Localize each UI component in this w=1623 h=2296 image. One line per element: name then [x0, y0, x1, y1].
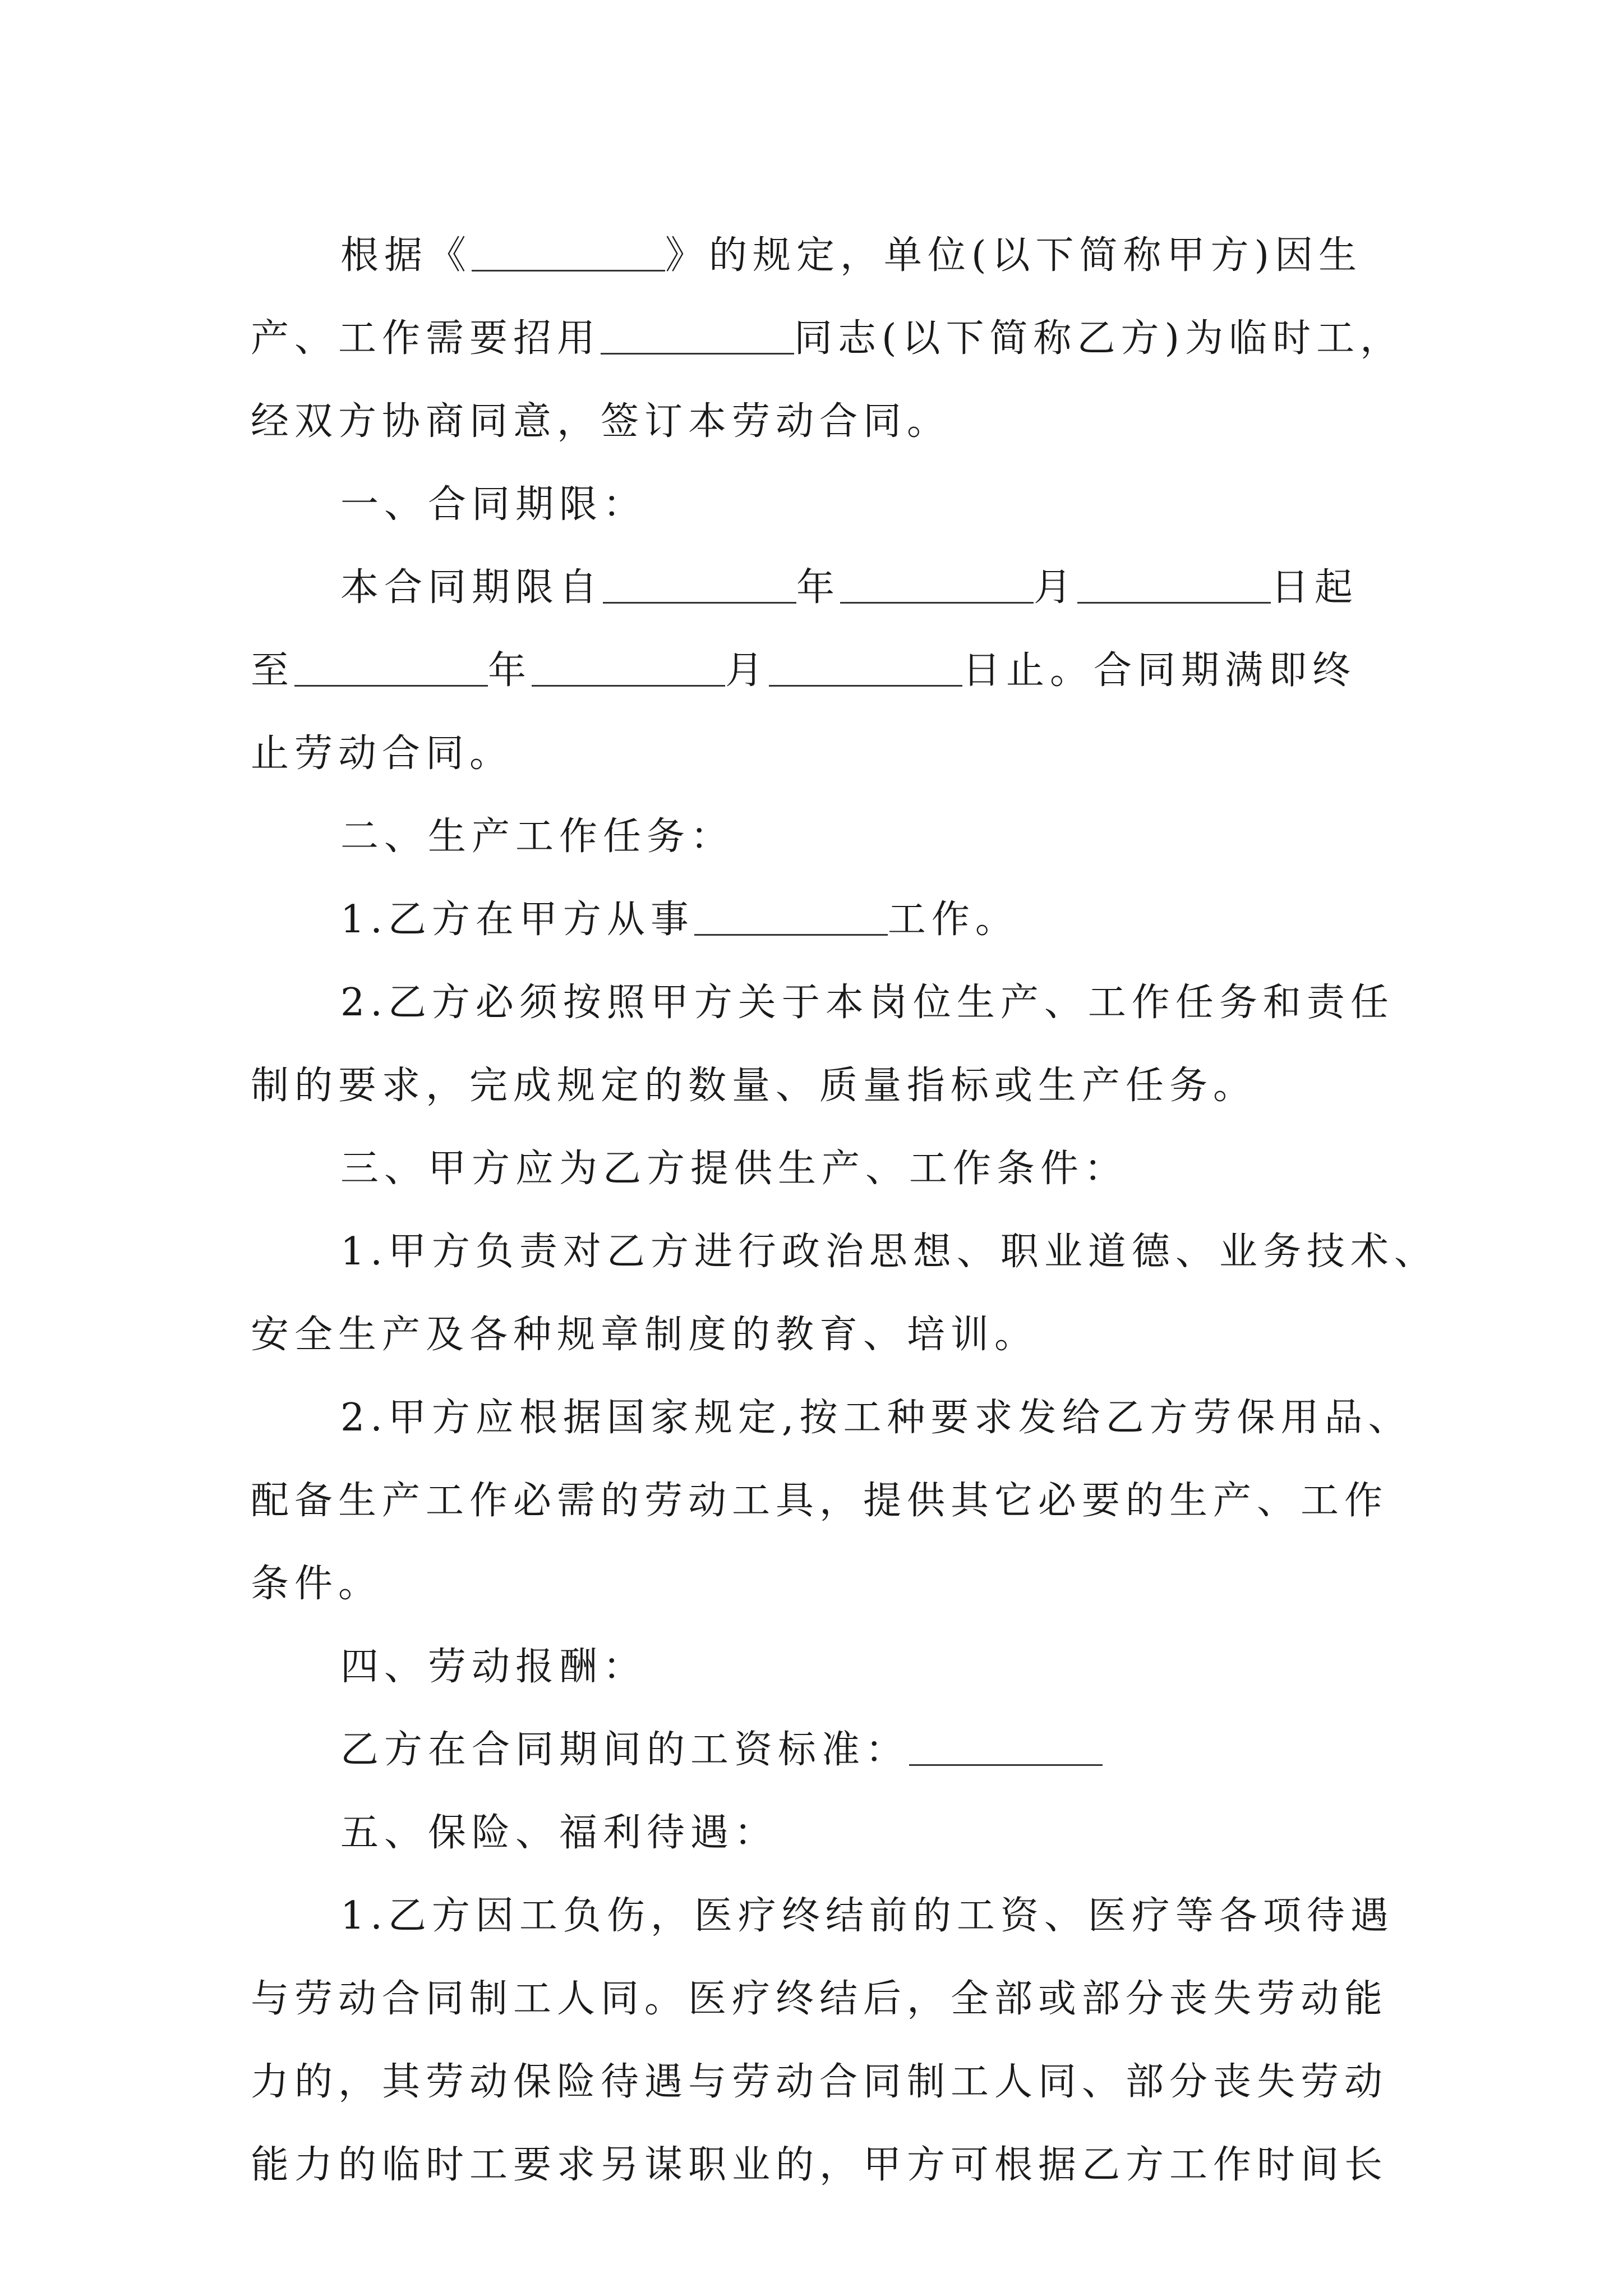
text-segment: 日起	[1271, 565, 1359, 610]
paragraph-line	[251, 1709, 1395, 1792]
paragraph-line: 止劳动合同。	[251, 731, 514, 776]
paragraph-line: 制的要求，完成规定的数量、质量指标或生产任务。	[251, 1064, 1257, 1108]
section-title: 五、保险、福利待遇：	[340, 1811, 778, 1855]
paragraph-line: 配备生产工作必需的劳动工具，提供其它必要的生产、工作	[251, 1479, 1389, 1523]
fill-blank-employee-name[interactable]	[601, 353, 794, 355]
paragraph-line	[251, 878, 1395, 961]
text-segment: 1.乙方在甲方从事	[340, 898, 694, 942]
paragraph-line: 2.乙方必须按照甲方关于本岗位生产、工作任务和责任	[340, 981, 1394, 1025]
text-segment: 产、工作需要招用	[251, 316, 601, 361]
text-segment: 本合同期限自	[340, 565, 603, 610]
fill-blank-start-year[interactable]	[603, 602, 796, 604]
paragraph-line: 与劳动合同制工人同。医疗终结后，全部或部分丧失劳动能	[251, 1977, 1389, 2021]
paragraph-line	[251, 629, 1395, 712]
paragraph-line: 能力的临时工要求另谋职业的，甲方可根据乙方工作时间长	[251, 2143, 1389, 2187]
text-segment: 工作。	[887, 898, 1019, 942]
paragraph-line: 条件。	[251, 1562, 382, 1606]
paragraph-line: 2.甲方应根据国家规定,按工种要求发给乙方劳保用品、	[340, 1396, 1412, 1440]
section-title: 一、合同期限：	[340, 482, 647, 527]
text-segment: 至	[251, 648, 295, 693]
text-segment: 乙方在合同期间的工资标准：	[340, 1728, 910, 1772]
text-segment: 年	[488, 648, 532, 693]
text-segment: 日止。合同期满即终	[962, 648, 1357, 693]
section-title: 二、生产工作任务：	[340, 815, 735, 859]
fill-blank-start-day[interactable]	[1077, 602, 1271, 604]
text-segment: 同志(以下简称乙方)为临时工，	[794, 316, 1404, 361]
fill-blank-end-day[interactable]	[769, 685, 962, 687]
paragraph-line	[251, 546, 1395, 629]
section-title: 三、甲方应为乙方提供生产、工作条件：	[340, 1147, 1128, 1191]
fill-blank-end-year[interactable]	[294, 685, 488, 687]
paragraph-line: 力的，其劳动保险待遇与劳动合同制工人同、部分丧失劳动	[251, 2060, 1389, 2104]
paragraph-line: 安全生产及各种规章制度的教育、培训。	[251, 1313, 1039, 1357]
fill-blank-end-month[interactable]	[532, 685, 725, 687]
fill-blank-law-name[interactable]	[472, 270, 665, 272]
text-segment: 》的规定，单位(以下简称甲方)因生	[665, 233, 1363, 278]
text-segment: 月	[725, 648, 769, 693]
paragraph-line: 经双方协商同意，签订本劳动合同。	[251, 399, 951, 444]
fill-blank-start-month[interactable]	[840, 602, 1034, 604]
text-segment: 根据《	[340, 233, 472, 278]
contract-body	[251, 214, 1438, 2207]
text-segment: 月	[1034, 565, 1078, 610]
fill-blank-wage-standard[interactable]	[909, 1764, 1103, 1766]
paragraph-line	[251, 214, 1395, 297]
paragraph-line	[251, 297, 1404, 380]
fill-blank-job[interactable]	[694, 934, 888, 936]
text-segment: 年	[796, 565, 841, 610]
section-title: 四、劳动报酬：	[340, 1645, 647, 1689]
paragraph-line: 1.乙方因工负伤，医疗终结前的工资、医疗等各项待遇	[340, 1894, 1394, 1938]
paragraph-line: 1.甲方负责对乙方进行政治思想、职业道德、业务技术、	[340, 1230, 1438, 1274]
